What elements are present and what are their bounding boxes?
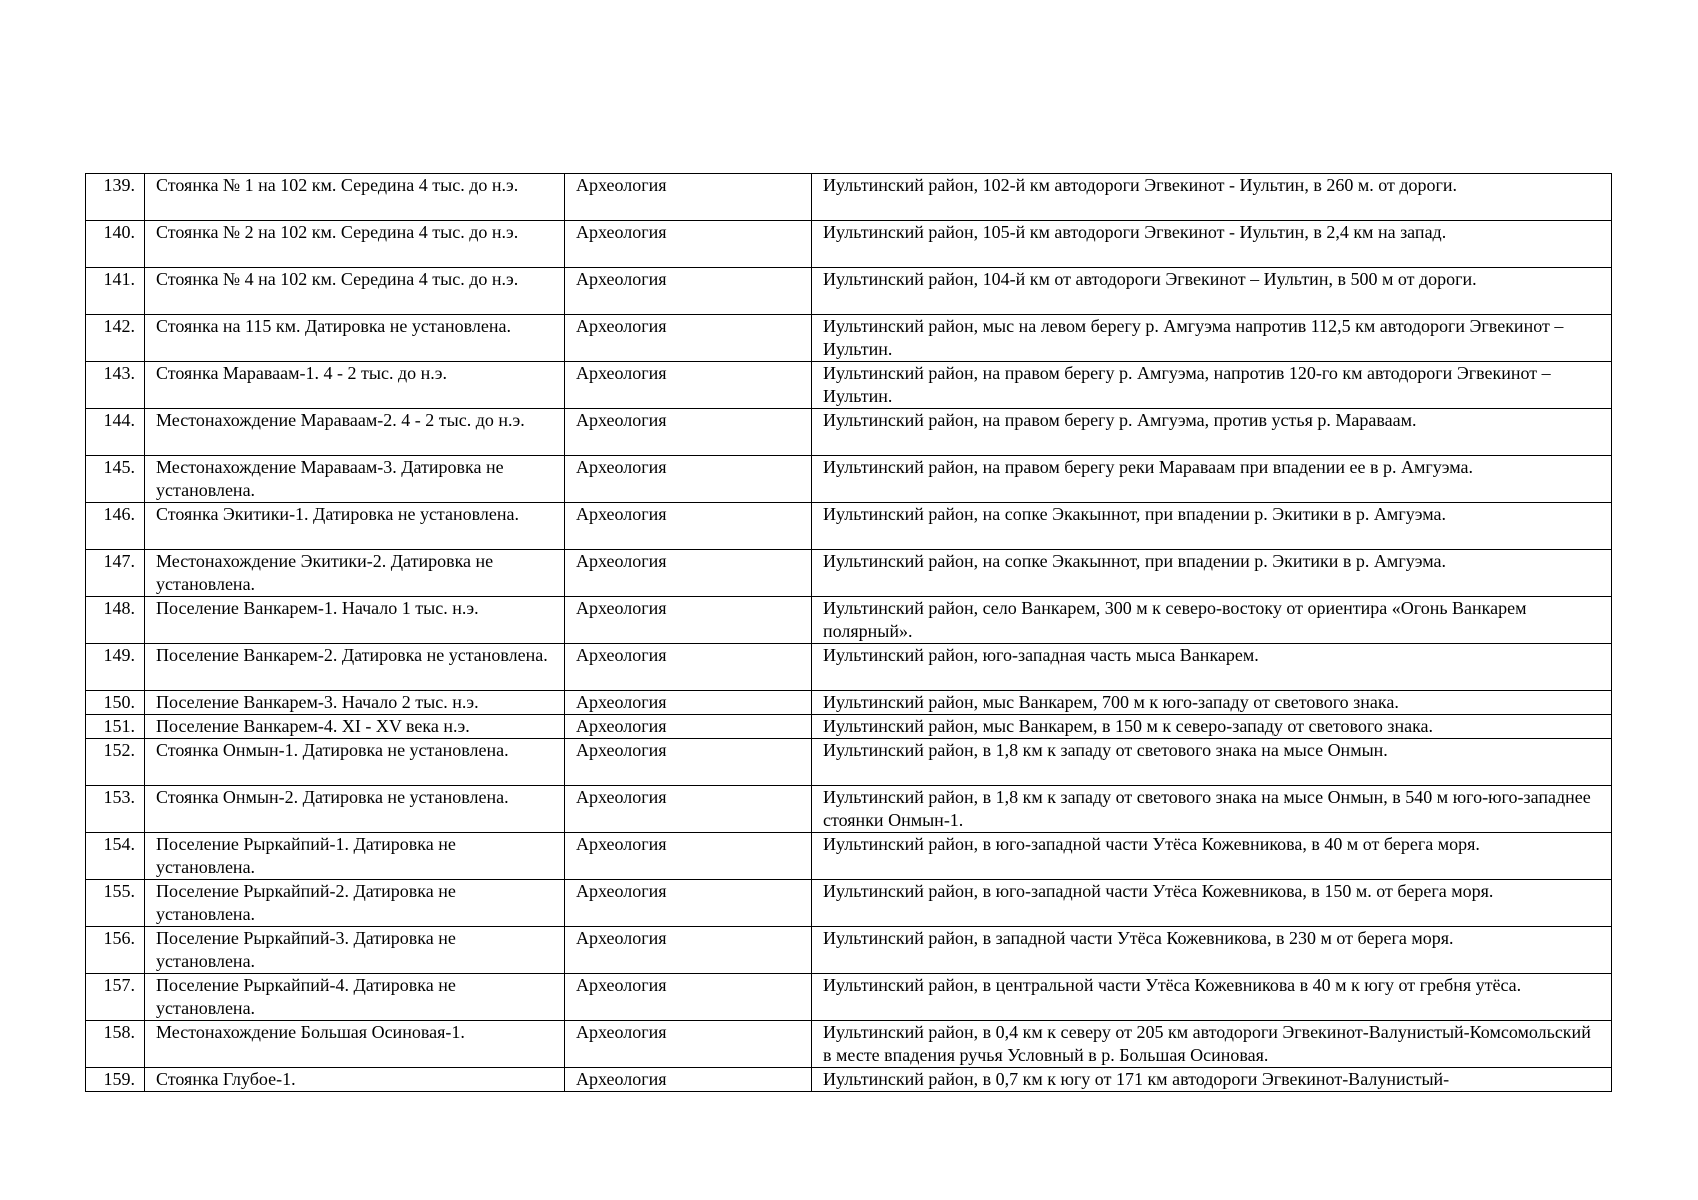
site-type: Археология [565, 739, 812, 786]
site-location: Иультинский район, в 1,8 км к западу от светового знака на мысе Онмын. [812, 739, 1612, 786]
row-number: 154. [86, 833, 145, 880]
site-location: Иультинский район, 102-й км автодороги Эгвекинот - Иультин, в 260 м. от дороги. [812, 174, 1612, 221]
site-location: Иультинский район, на правом берегу реки Мараваам при впадении ее в р. Амгуэма. [812, 456, 1612, 503]
site-location: Иультинский район, мыс Ванкарем, в 150 м к северо-западу от светового знака. [812, 715, 1612, 739]
row-number: 156. [86, 927, 145, 974]
table-row [86, 221, 1612, 268]
row-number: 159. [86, 1068, 145, 1092]
site-name: Стоянка № 4 на 102 км. Середина 4 тыс. до н.э. [145, 268, 565, 315]
table-row [86, 691, 1612, 715]
table-row [86, 503, 1612, 550]
site-location: Иультинский район, село Ванкарем, 300 м к северо-востоку от ориентира «Огонь Ванкарем полярный». [812, 597, 1612, 644]
table-row [86, 833, 1612, 880]
table-row [86, 880, 1612, 927]
row-number: 146. [86, 503, 145, 550]
site-type: Археология [565, 315, 812, 362]
site-type: Археология [565, 880, 812, 927]
site-type: Археология [565, 174, 812, 221]
site-name: Поселение Рыркайпий-2. Датировка не установлена. [145, 880, 565, 927]
site-name: Стоянка Онмын-2. Датировка не установлена. [145, 786, 565, 833]
site-type: Археология [565, 974, 812, 1021]
site-name: Местонахождение Мараваам-2. 4 - 2 тыс. до н.э. [145, 409, 565, 456]
site-type: Археология [565, 833, 812, 880]
site-name: Поселение Ванкарем-1. Начало 1 тыс. н.э. [145, 597, 565, 644]
table-row [86, 1021, 1612, 1068]
site-name: Поселение Ванкарем-3. Начало 2 тыс. н.э. [145, 691, 565, 715]
site-name: Стоянка Онмын-1. Датировка не установлена. [145, 739, 565, 786]
site-location: Иультинский район, в центральной части Утёса Кожевникова в 40 м к югу от гребня утёса. [812, 974, 1612, 1021]
site-location: Иультинский район, в западной части Утёса Кожевникова, в 230 м от берега моря. [812, 927, 1612, 974]
site-location: Иультинский район, в юго-западной части Утёса Кожевникова, в 40 м от берега моря. [812, 833, 1612, 880]
row-number: 157. [86, 974, 145, 1021]
table-row [86, 739, 1612, 786]
table-row [86, 174, 1612, 221]
row-number: 155. [86, 880, 145, 927]
table-row [86, 550, 1612, 597]
site-location: Иультинский район, на сопке Экакыннот, при впадении р. Экитики в р. Амгуэма. [812, 503, 1612, 550]
row-number: 150. [86, 691, 145, 715]
row-number: 158. [86, 1021, 145, 1068]
site-name: Местонахождение Мараваам-3. Датировка не установлена. [145, 456, 565, 503]
table-row [86, 715, 1612, 739]
row-number: 149. [86, 644, 145, 691]
row-number: 152. [86, 739, 145, 786]
site-name: Поселение Рыркайпий-3. Датировка не установлена. [145, 927, 565, 974]
row-number: 145. [86, 456, 145, 503]
site-type: Археология [565, 691, 812, 715]
site-type: Археология [565, 715, 812, 739]
site-location: Иультинский район, мыс Ванкарем, 700 м к юго-западу от светового знака. [812, 691, 1612, 715]
table-row [86, 1068, 1612, 1092]
site-name: Поселение Рыркайпий-4. Датировка не установлена. [145, 974, 565, 1021]
row-number: 143. [86, 362, 145, 409]
site-name: Стоянка на 115 км. Датировка не установлена. [145, 315, 565, 362]
site-type: Археология [565, 644, 812, 691]
table-row [86, 927, 1612, 974]
site-name: Поселение Ванкарем-4. XI - XV века н.э. [145, 715, 565, 739]
table-row [86, 362, 1612, 409]
site-location: Иультинский район, в юго-западной части Утёса Кожевникова, в 150 м. от берега моря. [812, 880, 1612, 927]
site-location: Иультинский район, на правом берегу р. Амгуэма, против устья р. Мараваам. [812, 409, 1612, 456]
table-row [86, 974, 1612, 1021]
site-type: Археология [565, 503, 812, 550]
row-number: 153. [86, 786, 145, 833]
site-type: Археология [565, 1021, 812, 1068]
table-row [86, 597, 1612, 644]
table-row [86, 456, 1612, 503]
site-type: Археология [565, 1068, 812, 1092]
site-location: Иультинский район, на сопке Экакыннот, при впадении р. Экитики в р. Амгуэма. [812, 550, 1612, 597]
site-name: Поселение Ванкарем-2. Датировка не установлена. [145, 644, 565, 691]
row-number: 148. [86, 597, 145, 644]
site-type: Археология [565, 597, 812, 644]
site-type: Археология [565, 268, 812, 315]
row-number: 141. [86, 268, 145, 315]
site-location: Иультинский район, в 1,8 км к западу от светового знака на мысе Онмын, в 540 м юго-юго-западнее стоянки Онмын-1. [812, 786, 1612, 833]
site-type: Археология [565, 786, 812, 833]
row-number: 140. [86, 221, 145, 268]
site-location: Иультинский район, в 0,7 км к югу от 171 км автодороги Эгвекинот-Валунистый- [812, 1068, 1612, 1092]
site-location: Иультинский район, 105-й км автодороги Эгвекинот - Иультин, в 2,4 км на запад. [812, 221, 1612, 268]
row-number: 151. [86, 715, 145, 739]
site-name: Местонахождение Большая Осиновая-1. [145, 1021, 565, 1068]
heritage-sites-table [85, 173, 1612, 1092]
site-location: Иультинский район, юго-западная часть мыса Ванкарем. [812, 644, 1612, 691]
site-type: Археология [565, 927, 812, 974]
row-number: 142. [86, 315, 145, 362]
site-type: Археология [565, 362, 812, 409]
table-row [86, 786, 1612, 833]
site-name: Стоянка № 1 на 102 км. Середина 4 тыс. до н.э. [145, 174, 565, 221]
site-location: Иультинский район, мыс на левом берегу р. Амгуэма напротив 112,5 км автодороги Эгвекинот – Иультин. [812, 315, 1612, 362]
site-type: Археология [565, 456, 812, 503]
row-number: 139. [86, 174, 145, 221]
row-number: 144. [86, 409, 145, 456]
site-type: Археология [565, 550, 812, 597]
table-row [86, 315, 1612, 362]
table-row [86, 644, 1612, 691]
site-type: Археология [565, 409, 812, 456]
site-location: Иультинский район, на правом берегу р. Амгуэма, напротив 120-го км автодороги Эгвекинот – Иультин. [812, 362, 1612, 409]
site-location: Иультинский район, 104-й км от автодороги Эгвекинот – Иультин, в 500 м от дороги. [812, 268, 1612, 315]
site-name: Стоянка Мараваам-1. 4 - 2 тыс. до н.э. [145, 362, 565, 409]
site-name: Местонахождение Экитики-2. Датировка не установлена. [145, 550, 565, 597]
site-type: Археология [565, 221, 812, 268]
site-name: Стоянка Глубое-1. [145, 1068, 565, 1092]
site-location: Иультинский район, в 0,4 км к северу от 205 км автодороги Эгвекинот-Валунистый-Комсомольский в месте впадения ручья Условный в р. Большая Осиновая. [812, 1021, 1612, 1068]
row-number: 147. [86, 550, 145, 597]
site-name: Стоянка № 2 на 102 км. Середина 4 тыс. до н.э. [145, 221, 565, 268]
site-name: Стоянка Экитики-1. Датировка не установлена. [145, 503, 565, 550]
site-name: Поселение Рыркайпий-1. Датировка не установлена. [145, 833, 565, 880]
table-row [86, 409, 1612, 456]
table-row [86, 268, 1612, 315]
